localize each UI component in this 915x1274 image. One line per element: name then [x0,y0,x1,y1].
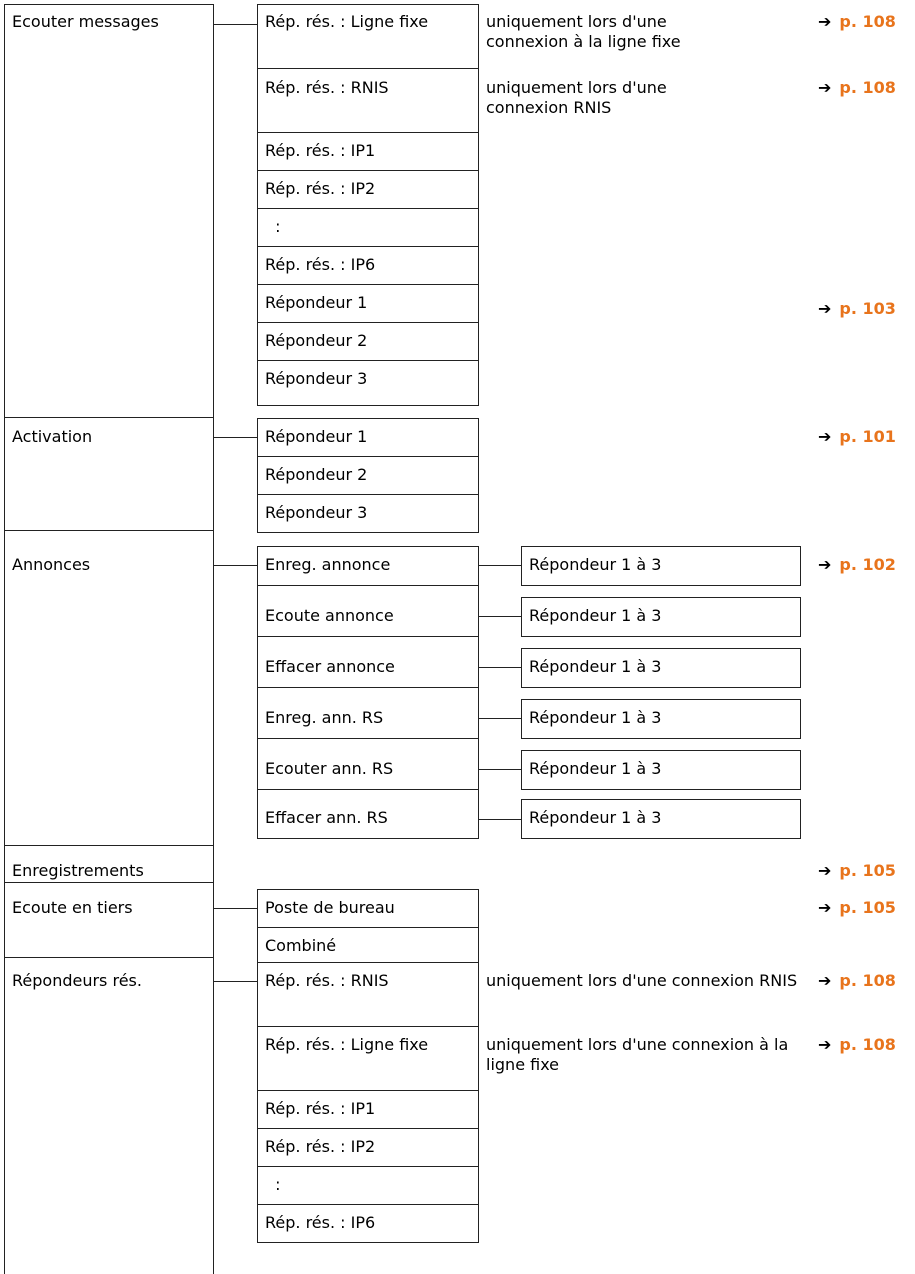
connector [479,667,521,668]
arrow-right-icon: ➔ [818,1035,832,1054]
sub-item-repondeur-1-a-3: Répondeur 1 à 3 [529,606,662,625]
note-reseau-rnis: uniquement lors d'une connexion RNIS [486,971,798,990]
item-repondeur-3: Répondeur 3 [265,369,368,388]
item-reseau-ellipsis: : [265,1175,281,1194]
menu-repondeurs-res-border [4,957,5,1274]
item-enreg-annonce: Enreg. annonce [265,555,391,574]
page-ref-link[interactable]: ➔ p. 108 [818,78,896,97]
menu-repondeurs-res-label[interactable]: Répondeurs rés. [12,971,142,990]
arrow-right-icon: ➔ [818,12,832,31]
item-rep-res-ip2: Rép. rés. : IP2 [265,179,376,198]
item-poste-de-bureau: Poste de bureau [265,898,395,917]
connector [214,437,257,438]
connector [479,769,521,770]
note-rnis: uniquement lors d'une connexion RNIS [486,78,667,117]
menu-activation-label: Activation [12,427,93,446]
item-reseau-rnis: Rép. rés. : RNIS [265,971,389,990]
item-rep-res-ligne-fixe: Rép. rés. : Ligne fixe [265,12,429,31]
menu-annonces[interactable] [4,530,214,846]
item-activation-repondeur-1: Répondeur 1 [265,427,368,446]
menu-annonces-label: Annonces [12,555,91,574]
connector [214,908,257,909]
item-activation-repondeur-2: Répondeur 2 [265,465,368,484]
item-reseau-ip1: Rép. rés. : IP1 [265,1099,376,1118]
menu-repondeurs-res-border-right [213,957,214,1274]
connector [214,24,257,25]
item-combine: Combiné [265,936,337,955]
connector [479,718,521,719]
item-reseau-ligne-fixe: Rép. rés. : Ligne fixe [265,1035,429,1054]
menu-enregistrements-label: Enregistrements [12,861,144,880]
connector [479,565,521,566]
page-ref-link[interactable]: ➔ p. 103 [818,299,896,318]
menu-ecouter-messages[interactable] [4,4,214,418]
connector [479,819,521,820]
arrow-right-icon: ➔ [818,78,832,97]
menu-repondeurs-res-top [4,957,214,958]
item-repondeur-2: Répondeur 2 [265,331,368,350]
arrow-right-icon: ➔ [818,427,832,446]
arrow-right-icon: ➔ [818,898,832,917]
arrow-right-icon: ➔ [818,861,832,880]
item-enreg-ann-rs: Enreg. ann. RS [265,708,384,727]
item-box[interactable] [257,1166,479,1205]
page-ref-link[interactable]: ➔ p. 105 [818,861,896,880]
item-effacer-ann-rs: Effacer ann. RS [265,808,388,827]
item-reseau-ip2: Rép. rés. : IP2 [265,1137,376,1156]
page-ref-link[interactable]: ➔ p. 108 [818,12,896,31]
item-effacer-annonce: Effacer annonce [265,657,395,676]
connector [214,565,257,566]
arrow-right-icon: ➔ [818,299,832,318]
menu-ecouter-messages-label: Ecouter messages [12,12,159,31]
note-ligne-fixe: uniquement lors d'une connexion à la ligne fixe [486,12,681,51]
item-rep-res-ip1: Rép. rés. : IP1 [265,141,376,160]
connector [214,981,257,982]
item-box[interactable] [257,208,479,247]
page-ref-link[interactable]: ➔ p. 105 [818,898,896,917]
arrow-right-icon: ➔ [818,555,832,574]
sub-item-repondeur-1-a-3: Répondeur 1 à 3 [529,555,662,574]
item-repondeur-1: Répondeur 1 [265,293,368,312]
connector [479,616,521,617]
item-reseau-ip6: Rép. rés. : IP6 [265,1213,376,1232]
note-reseau-ligne-fixe: uniquement lors d'une connexion à la ligne fixe [486,1035,789,1074]
item-activation-repondeur-3: Répondeur 3 [265,503,368,522]
page-ref-link[interactable]: ➔ p. 101 [818,427,896,446]
item-ecouter-ann-rs: Ecouter ann. RS [265,759,394,778]
menu-ecoute-en-tiers[interactable] [4,882,214,958]
menu-ecoute-en-tiers-label: Ecoute en tiers [12,898,133,917]
item-rep-res-ip6: Rép. rés. : IP6 [265,255,376,274]
sub-item-repondeur-1-a-3: Répondeur 1 à 3 [529,808,662,827]
item-ellipsis: : [265,217,281,236]
item-ecoute-annonce: Ecoute annonce [265,606,394,625]
sub-item-repondeur-1-a-3: Répondeur 1 à 3 [529,708,662,727]
arrow-right-icon: ➔ [818,971,832,990]
page-ref-link[interactable]: ➔ p. 108 [818,1035,896,1054]
item-rep-res-rnis: Rép. rés. : RNIS [265,78,389,97]
page-ref-link[interactable]: ➔ p. 102 [818,555,896,574]
page-ref-link[interactable]: ➔ p. 108 [818,971,896,990]
sub-item-repondeur-1-a-3: Répondeur 1 à 3 [529,657,662,676]
sub-item-repondeur-1-a-3: Répondeur 1 à 3 [529,759,662,778]
